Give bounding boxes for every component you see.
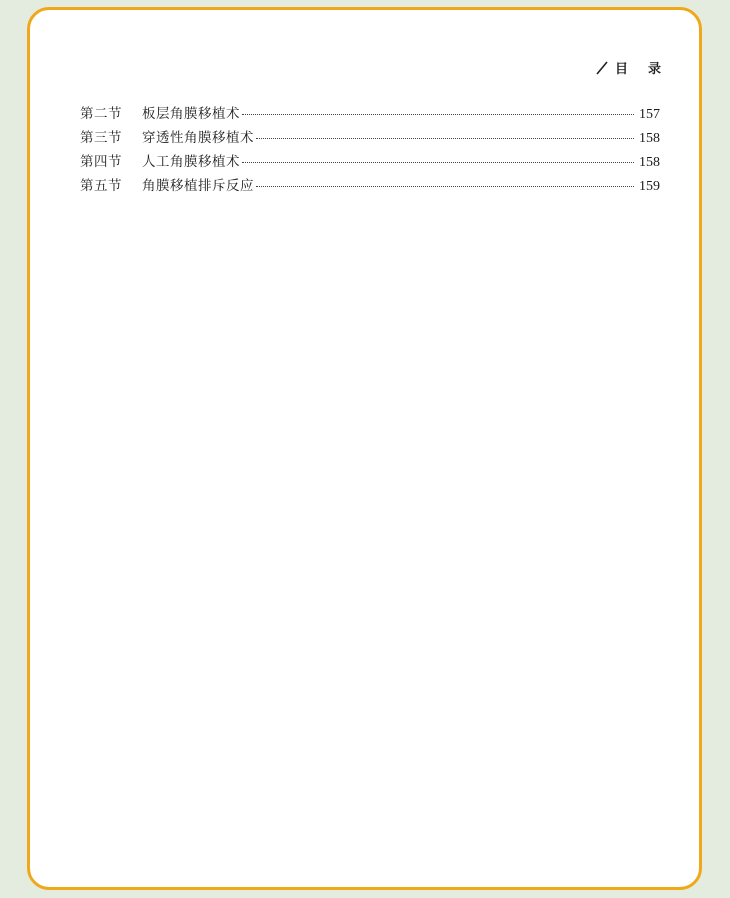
toc-section-number: 第五节: [80, 178, 122, 194]
running-head-char-2: 录: [647, 62, 661, 77]
toc-dot-leader: [242, 162, 634, 163]
toc-section-title: 板层角膜移植术: [142, 106, 240, 122]
toc-page-number: 157: [639, 107, 660, 122]
toc-section-number: 第三节: [80, 130, 122, 146]
toc-dot-leader: [256, 186, 634, 187]
slash-icon: [595, 61, 609, 75]
toc-entry[interactable]: [80, 150, 660, 174]
running-head: [595, 58, 661, 77]
toc-section-number: 第四节: [80, 154, 122, 170]
toc-entry[interactable]: [80, 174, 660, 198]
document-page: [27, 7, 702, 890]
toc-section-number: 第二节: [80, 106, 122, 122]
toc-page-number: 158: [639, 131, 660, 146]
toc-page-number: 158: [639, 155, 660, 170]
running-head-char-1: 目: [614, 62, 628, 77]
toc-section-title: 角膜移植排斥反应: [142, 178, 254, 194]
toc-page-number: 159: [639, 179, 660, 194]
toc-section-title: 穿透性角膜移植术: [142, 130, 254, 146]
toc-dot-leader: [256, 138, 634, 139]
table-of-contents: [80, 102, 660, 198]
toc-section-title: 人工角膜移植术: [142, 154, 240, 170]
toc-entry[interactable]: [80, 102, 660, 126]
toc-entry[interactable]: [80, 126, 660, 150]
toc-dot-leader: [242, 114, 634, 115]
